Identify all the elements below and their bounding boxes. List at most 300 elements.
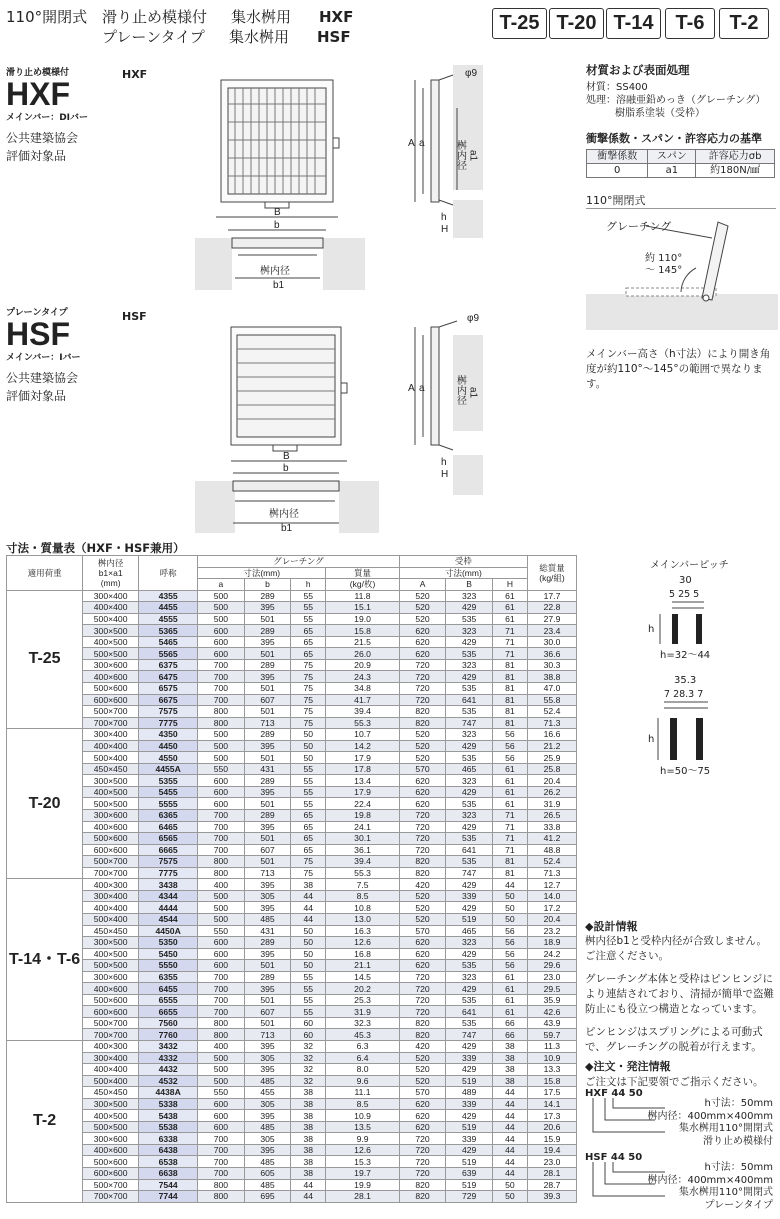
hsf-title-block bbox=[6, 305, 116, 405]
table-row bbox=[7, 763, 577, 775]
table-cell: 400×600 bbox=[83, 821, 139, 833]
table-cell: 465 bbox=[446, 925, 493, 937]
table-row bbox=[7, 994, 577, 1006]
table-cell: 11.8 bbox=[326, 590, 399, 602]
order-example-2 bbox=[585, 1152, 777, 1216]
table-row bbox=[7, 752, 577, 764]
th-h: h bbox=[291, 579, 326, 591]
table-row bbox=[7, 1075, 577, 1087]
table-cell: 61 bbox=[492, 983, 527, 995]
table-cell: 22.8 bbox=[528, 602, 577, 614]
table-cell: 289 bbox=[244, 729, 291, 741]
table-cell: 44 bbox=[291, 913, 326, 925]
table-cell: 38 bbox=[291, 1121, 326, 1133]
hsf-a: a bbox=[419, 383, 425, 394]
table-cell: 395 bbox=[244, 786, 291, 798]
table-cell: 66 bbox=[492, 1029, 527, 1041]
table-cell: 501 bbox=[244, 1017, 291, 1029]
table-cell: 38 bbox=[492, 1075, 527, 1087]
table-cell: 600 bbox=[198, 1110, 245, 1122]
table-cell: 600 bbox=[198, 798, 245, 810]
table-cell: 400×400 bbox=[83, 602, 139, 614]
table-cell: 21.2 bbox=[528, 740, 577, 752]
table-cell: 339 bbox=[446, 1133, 493, 1145]
table-cell: 700×700 bbox=[83, 717, 139, 729]
table-cell: 323 bbox=[446, 775, 493, 787]
hsf-b: b bbox=[283, 463, 289, 474]
hxf-code: HXF bbox=[6, 76, 70, 112]
table-cell: 44 bbox=[492, 1144, 527, 1156]
table-cell: 400×400 bbox=[83, 1064, 139, 1076]
table-cell: 65 bbox=[291, 810, 326, 822]
th-dim: 寸法(mm) bbox=[198, 567, 326, 579]
table-cell: 21.1 bbox=[326, 960, 399, 972]
table-cell: 17.9 bbox=[326, 752, 399, 764]
table-cell: 55 bbox=[291, 994, 326, 1006]
table-row bbox=[7, 1179, 577, 1191]
table-cell: 620 bbox=[399, 1098, 446, 1110]
table-cell: 429 bbox=[446, 948, 493, 960]
table-cell: 520 bbox=[399, 1064, 446, 1076]
table-cell: 44 bbox=[492, 1133, 527, 1145]
table-cell: 700 bbox=[198, 810, 245, 822]
table-cell: 720 bbox=[399, 1144, 446, 1156]
table-cell: 400 bbox=[198, 1040, 245, 1052]
table-cell: 55 bbox=[291, 798, 326, 810]
table-cell: 500 bbox=[198, 590, 245, 602]
table-cell: 50 bbox=[492, 1179, 527, 1191]
table-cell: 39.3 bbox=[528, 1191, 577, 1203]
table-cell: 30.0 bbox=[528, 636, 577, 648]
table-cell: 600 bbox=[198, 625, 245, 637]
header-code-hsf: HSF bbox=[317, 28, 351, 46]
table-cell: 800 bbox=[198, 706, 245, 718]
table-cell: 500 bbox=[198, 1075, 245, 1087]
table-cell: 400×500 bbox=[83, 636, 139, 648]
table-row bbox=[7, 867, 577, 879]
table-cell: 38 bbox=[291, 1133, 326, 1145]
table-cell: 400×500 bbox=[83, 948, 139, 960]
table-cell: 620 bbox=[399, 798, 446, 810]
table-cell: 16.3 bbox=[326, 925, 399, 937]
name-cell: 4332 bbox=[139, 1052, 198, 1064]
name-cell: 4532 bbox=[139, 1075, 198, 1087]
impact-title: 衝撃係数・スパン・許容応力の基準 bbox=[586, 132, 762, 145]
table-cell: 420 bbox=[399, 1040, 446, 1052]
pitch-title: メインバーピッチ bbox=[650, 560, 729, 571]
table-cell: 26.5 bbox=[528, 810, 577, 822]
hsf-A: A bbox=[408, 383, 415, 394]
name-cell: 5465 bbox=[139, 636, 198, 648]
table-cell: 720 bbox=[399, 671, 446, 683]
table-cell: 71 bbox=[492, 648, 527, 660]
name-cell: 4455 bbox=[139, 602, 198, 614]
table-cell: 429 bbox=[446, 1064, 493, 1076]
name-cell: 6338 bbox=[139, 1133, 198, 1145]
th-pit bbox=[83, 556, 139, 591]
name-cell: 7744 bbox=[139, 1191, 198, 1203]
table-cell: 44 bbox=[492, 1121, 527, 1133]
table-cell: 19.9 bbox=[326, 1179, 399, 1191]
table-cell: 81 bbox=[492, 717, 527, 729]
table-cell: 61 bbox=[492, 613, 527, 625]
table-cell: 23.4 bbox=[528, 625, 577, 637]
table-cell: 20.2 bbox=[326, 983, 399, 995]
pitch1-range: h=32〜44 bbox=[660, 650, 711, 661]
table-cell: 27.9 bbox=[528, 613, 577, 625]
table-cell: 700×700 bbox=[83, 867, 139, 879]
hxf-a1: a1 bbox=[467, 150, 479, 162]
table-cell: 535 bbox=[446, 994, 493, 1006]
table-cell: 14.2 bbox=[326, 740, 399, 752]
table-cell: 50 bbox=[492, 913, 527, 925]
hxf-approval-1: 公共建築協会 bbox=[6, 131, 79, 145]
table-cell: 22.4 bbox=[326, 798, 399, 810]
pitch-diagram bbox=[644, 572, 774, 772]
table-cell: 720 bbox=[399, 821, 446, 833]
table-row bbox=[7, 659, 577, 671]
table-cell: 700 bbox=[198, 833, 245, 845]
table-row bbox=[7, 1052, 577, 1064]
th-total-l2: (kg/組) bbox=[539, 572, 565, 583]
table-cell: 501 bbox=[244, 994, 291, 1006]
table-cell: 17.9 bbox=[326, 786, 399, 798]
hxf-H: H bbox=[441, 224, 449, 235]
table-cell: 38 bbox=[291, 1087, 326, 1099]
name-cell: 6455 bbox=[139, 983, 198, 995]
table-cell: 71 bbox=[492, 833, 527, 845]
hsf-drawing bbox=[195, 305, 500, 535]
table-cell: 50 bbox=[291, 740, 326, 752]
table-cell: 500 bbox=[198, 890, 245, 902]
table-row bbox=[7, 913, 577, 925]
table-cell: 607 bbox=[244, 1006, 291, 1018]
table-cell: 56 bbox=[492, 740, 527, 752]
table-cell: 61 bbox=[492, 971, 527, 983]
table-cell: 500×500 bbox=[83, 960, 139, 972]
table-cell: 31.9 bbox=[528, 798, 577, 810]
table-cell: 38.8 bbox=[528, 671, 577, 683]
table-cell: 50 bbox=[291, 925, 326, 937]
table-cell: 550 bbox=[198, 1087, 245, 1099]
table-cell: 300×600 bbox=[83, 1133, 139, 1145]
name-cell: 7760 bbox=[139, 1029, 198, 1041]
table-cell: 56 bbox=[492, 960, 527, 972]
table-cell: 720 bbox=[399, 694, 446, 706]
table-cell: 600×600 bbox=[83, 1167, 139, 1179]
table-cell: 395 bbox=[244, 671, 291, 683]
open-note: メインバー高さ（h寸法）により開き角度が約110°〜145°の範囲で異なります。 bbox=[586, 348, 771, 390]
name-cell: 4450A bbox=[139, 925, 198, 937]
table-cell: 81 bbox=[492, 867, 527, 879]
table-cell: 7.5 bbox=[326, 879, 399, 891]
load-cell: T-25 bbox=[7, 590, 83, 729]
hsf-plan-view bbox=[195, 327, 379, 533]
table-row bbox=[7, 625, 577, 637]
table-cell: 11.3 bbox=[528, 1040, 577, 1052]
table-cell: 32 bbox=[291, 1040, 326, 1052]
table-cell: 431 bbox=[244, 763, 291, 775]
table-cell: 500×500 bbox=[83, 648, 139, 660]
table-cell: 501 bbox=[244, 856, 291, 868]
table-cell: 519 bbox=[446, 1156, 493, 1168]
name-cell: 5550 bbox=[139, 960, 198, 972]
table-cell: 31.9 bbox=[326, 1006, 399, 1018]
table-cell: 620 bbox=[399, 775, 446, 787]
table-cell: 620 bbox=[399, 648, 446, 660]
order-ex2-l3: 集水桝用110°開閉式 bbox=[678, 1187, 773, 1198]
table-cell: 339 bbox=[446, 1052, 493, 1064]
table-cell: 500 bbox=[198, 1064, 245, 1076]
table-cell: 570 bbox=[399, 925, 446, 937]
open-grating-label: グレーチング bbox=[606, 220, 672, 233]
table-cell: 26.0 bbox=[326, 648, 399, 660]
table-cell: 550 bbox=[198, 763, 245, 775]
load-badge-t20: T-20 bbox=[549, 8, 604, 39]
table-cell: 6.4 bbox=[326, 1052, 399, 1064]
table-cell: 66 bbox=[492, 1017, 527, 1029]
table-cell: 45.3 bbox=[326, 1029, 399, 1041]
table-cell: 820 bbox=[399, 717, 446, 729]
table-row bbox=[7, 844, 577, 856]
table-cell: 34.8 bbox=[326, 683, 399, 695]
table-cell: 429 bbox=[446, 671, 493, 683]
design-title: ◆設計情報 bbox=[585, 920, 638, 933]
table-cell: 44 bbox=[492, 1156, 527, 1168]
pitch2-total: 35.3 bbox=[674, 675, 697, 686]
table-cell: 300×400 bbox=[83, 590, 139, 602]
table-cell: 300×500 bbox=[83, 625, 139, 637]
table-cell: 700 bbox=[198, 971, 245, 983]
name-cell: 6638 bbox=[139, 1167, 198, 1179]
design-p3: ピンヒンジはスプリングによる可動式で、グレーチングの脱着が行えます。 bbox=[585, 1026, 763, 1053]
table-cell: 50 bbox=[291, 752, 326, 764]
table-cell: 500×700 bbox=[83, 706, 139, 718]
table-cell: 450×450 bbox=[83, 925, 139, 937]
table-cell: 820 bbox=[399, 856, 446, 868]
table-cell: 400×500 bbox=[83, 1110, 139, 1122]
table-row bbox=[7, 613, 577, 625]
table-cell: 15.8 bbox=[326, 625, 399, 637]
table-cell: 700 bbox=[198, 1144, 245, 1156]
table-cell: 50 bbox=[291, 948, 326, 960]
table-cell: 81 bbox=[492, 659, 527, 671]
table-cell: 75 bbox=[291, 856, 326, 868]
order-example-1 bbox=[585, 1088, 777, 1150]
hxf-drawing-label: HXF bbox=[122, 68, 148, 81]
table-cell: 747 bbox=[446, 717, 493, 729]
table-cell: 620 bbox=[399, 1121, 446, 1133]
table-row bbox=[7, 948, 577, 960]
table-cell: 820 bbox=[399, 1191, 446, 1203]
table-cell: 520 bbox=[399, 729, 446, 741]
table-cell: 429 bbox=[446, 821, 493, 833]
table-cell: 24.2 bbox=[528, 948, 577, 960]
name-cell: 7575 bbox=[139, 856, 198, 868]
table-cell: 19.4 bbox=[528, 1144, 577, 1156]
name-cell: 5338 bbox=[139, 1098, 198, 1110]
material-line-1: 材質：SS400 bbox=[586, 82, 648, 93]
table-cell: 20.4 bbox=[528, 775, 577, 787]
table-cell: 16.6 bbox=[528, 729, 577, 741]
table-cell: 600 bbox=[198, 1098, 245, 1110]
name-cell: 6465 bbox=[139, 821, 198, 833]
table-cell: 500×400 bbox=[83, 913, 139, 925]
table-cell: 519 bbox=[446, 1075, 493, 1087]
table-row bbox=[7, 694, 577, 706]
th-a: a bbox=[198, 579, 245, 591]
table-cell: 44 bbox=[291, 902, 326, 914]
table-cell: 720 bbox=[399, 1156, 446, 1168]
table-row bbox=[7, 683, 577, 695]
table-row bbox=[7, 902, 577, 914]
table-cell: 429 bbox=[446, 902, 493, 914]
table-cell: 38 bbox=[291, 1144, 326, 1156]
table-row bbox=[7, 1064, 577, 1076]
table-cell: 44 bbox=[492, 1087, 527, 1099]
table-row bbox=[7, 833, 577, 845]
th-pit-l3: (mm) bbox=[100, 577, 121, 588]
table-cell: 820 bbox=[399, 706, 446, 718]
table-cell: 29.5 bbox=[528, 983, 577, 995]
table-row bbox=[7, 856, 577, 868]
table-row bbox=[7, 983, 577, 995]
th-frame: 受枠 bbox=[399, 556, 527, 568]
table-cell: 431 bbox=[244, 925, 291, 937]
table-cell: 35.9 bbox=[528, 994, 577, 1006]
table-row bbox=[7, 706, 577, 718]
table-cell: 395 bbox=[244, 602, 291, 614]
table-cell: 48.8 bbox=[528, 844, 577, 856]
table-cell: 323 bbox=[446, 659, 493, 671]
table-cell: 81 bbox=[492, 671, 527, 683]
table-cell: 500 bbox=[198, 902, 245, 914]
th-total bbox=[528, 556, 577, 591]
table-cell: 519 bbox=[446, 1179, 493, 1191]
table-cell: 28.7 bbox=[528, 1179, 577, 1191]
table-cell: 44 bbox=[291, 1191, 326, 1203]
table-cell: 55 bbox=[291, 786, 326, 798]
table-cell: 720 bbox=[399, 983, 446, 995]
name-cell: 4450 bbox=[139, 740, 198, 752]
table-cell: 323 bbox=[446, 729, 493, 741]
table-cell: 400×300 bbox=[83, 1040, 139, 1052]
table-cell: 81 bbox=[492, 706, 527, 718]
name-cell: 6438 bbox=[139, 1144, 198, 1156]
table-cell: 17.5 bbox=[528, 1087, 577, 1099]
table-cell: 9.6 bbox=[326, 1075, 399, 1087]
open-divider bbox=[586, 208, 776, 209]
table-cell: 71.3 bbox=[528, 867, 577, 879]
table-cell: 700 bbox=[198, 1156, 245, 1168]
table-cell: 65 bbox=[291, 648, 326, 660]
table-cell: 520 bbox=[399, 613, 446, 625]
table-cell: 500 bbox=[198, 613, 245, 625]
table-cell: 535 bbox=[446, 1017, 493, 1029]
table-cell: 8.5 bbox=[326, 890, 399, 902]
name-cell: 4355 bbox=[139, 590, 198, 602]
hsf-side-view bbox=[415, 321, 483, 495]
table-cell: 65 bbox=[291, 844, 326, 856]
table-cell: 13.0 bbox=[326, 913, 399, 925]
table-row bbox=[7, 1017, 577, 1029]
name-cell: 4432 bbox=[139, 1064, 198, 1076]
table-cell: 700 bbox=[198, 844, 245, 856]
table-cell: 25.8 bbox=[528, 763, 577, 775]
name-cell: 5355 bbox=[139, 775, 198, 787]
table-cell: 43.9 bbox=[528, 1017, 577, 1029]
table-row bbox=[7, 729, 577, 741]
table-cell: 620 bbox=[399, 786, 446, 798]
table-cell: 61 bbox=[492, 786, 527, 798]
header-antislip: 滑り止め模様付 bbox=[102, 8, 208, 26]
table-cell: 400×600 bbox=[83, 983, 139, 995]
table-body bbox=[7, 590, 577, 1202]
name-cell: 6475 bbox=[139, 671, 198, 683]
table-row bbox=[7, 1087, 577, 1099]
table-cell: 39.4 bbox=[326, 856, 399, 868]
hsf-code: HSF bbox=[6, 316, 70, 352]
table-cell: 75 bbox=[291, 867, 326, 879]
hxf-pit-b: 桝内径 bbox=[260, 266, 290, 277]
table-cell: 17.8 bbox=[326, 763, 399, 775]
header-pit-2: 集水桝用 bbox=[229, 28, 290, 46]
name-cell: 4438A bbox=[139, 1087, 198, 1099]
table-cell: 50 bbox=[492, 902, 527, 914]
table-cell: 600 bbox=[198, 960, 245, 972]
table-cell: 713 bbox=[244, 867, 291, 879]
table-cell: 607 bbox=[244, 694, 291, 706]
table-row bbox=[7, 1144, 577, 1156]
table-cell: 75 bbox=[291, 694, 326, 706]
table-row bbox=[7, 1156, 577, 1168]
hsf-h: h bbox=[441, 457, 447, 468]
table-cell: 501 bbox=[244, 613, 291, 625]
th-pit-l1: 桝内径 bbox=[97, 557, 124, 568]
table-cell: 44 bbox=[492, 1098, 527, 1110]
table-cell: 75 bbox=[291, 671, 326, 683]
hxf-title-block bbox=[6, 65, 116, 165]
table-cell: 700 bbox=[198, 1133, 245, 1145]
table-cell: 13.3 bbox=[528, 1064, 577, 1076]
name-cell: 5565 bbox=[139, 648, 198, 660]
table-cell: 10.7 bbox=[326, 729, 399, 741]
hxf-b1: b1 bbox=[273, 280, 285, 291]
table-cell: 50 bbox=[492, 890, 527, 902]
table-row bbox=[7, 786, 577, 798]
table-cell: 429 bbox=[446, 602, 493, 614]
open-title: 110°開閉式 bbox=[586, 194, 646, 207]
table-cell: 6.3 bbox=[326, 1040, 399, 1052]
table-cell: 395 bbox=[244, 948, 291, 960]
table-cell: 24.3 bbox=[326, 671, 399, 683]
table-row bbox=[7, 1121, 577, 1133]
table-cell: 729 bbox=[446, 1191, 493, 1203]
name-cell: 5555 bbox=[139, 798, 198, 810]
table-cell: 19.7 bbox=[326, 1167, 399, 1179]
table-cell: 800 bbox=[198, 717, 245, 729]
table-cell: 71 bbox=[492, 625, 527, 637]
table-cell: 15.9 bbox=[528, 1133, 577, 1145]
table-row bbox=[7, 810, 577, 822]
table-cell: 55 bbox=[291, 983, 326, 995]
table-cell: 465 bbox=[446, 763, 493, 775]
table-cell: 535 bbox=[446, 683, 493, 695]
table-cell: 61 bbox=[492, 1006, 527, 1018]
table-cell: 720 bbox=[399, 1167, 446, 1179]
table-cell: 323 bbox=[446, 590, 493, 602]
table-cell: 61 bbox=[492, 602, 527, 614]
